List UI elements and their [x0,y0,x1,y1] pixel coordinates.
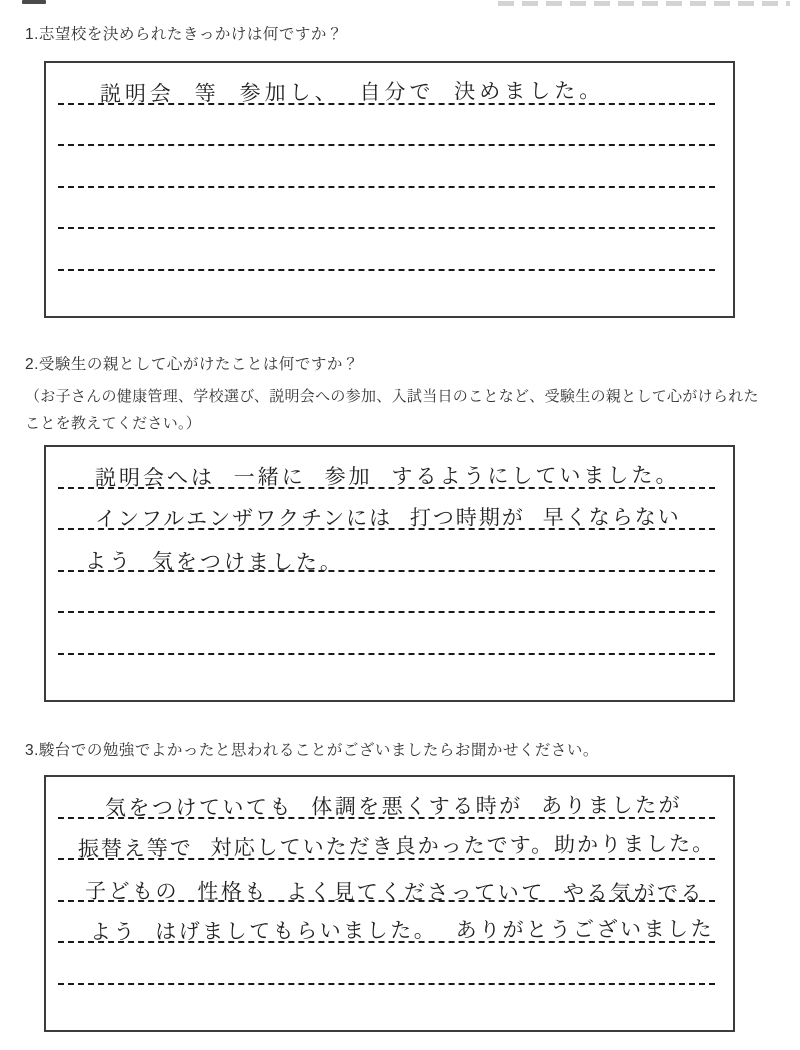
handwritten-answer-line: 子どもの 性格も よく見てくださっていて やる気がでる [85,879,705,905]
answer-ruled-line [58,489,715,531]
handwritten-answer-line: 説明会 等 参加し、 自分で 決めました。 [99,78,605,106]
answer-ruled-line [58,902,715,944]
answer-ruled-line [58,63,715,105]
question-2-section [25,352,775,702]
answer-ruled-line [58,447,715,489]
answer-ruled-line [58,613,715,655]
answer-ruled-line [58,146,715,188]
question-2-answer-box [44,445,735,702]
question-2-note: （お子さんの健康管理、学校選び、説明会への参加、入試当日のことなど、受験生の親として心がけられたことを教えてください。） [25,388,759,432]
handwritten-answer-line: 説明会へは 一緒に 参加 するようにしていました。 [94,463,680,490]
handwritten-answer-line: インフルエンザワクチンには 打つ時期が 早くならない [94,505,681,531]
answer-ruled-line [58,572,715,614]
handwritten-answer-line: 振替え等で 対応していただき良かったです。助かりました。 [77,832,716,862]
answer-ruled-line [58,530,715,572]
answer-ruled-line [58,229,715,271]
question-2-label: 2.受験生の親として心がけたことは何ですか？ [25,356,359,373]
question-3-label: 3.駿台での勉強でよかったと思われることがございましたらお聞かせください。 [25,742,599,759]
answer-ruled-line [58,819,715,861]
question-3-answer-box [44,775,735,1032]
answer-ruled-line [58,188,715,230]
scan-artifact-top-left [22,0,46,4]
box-footer-space [58,655,715,701]
answer-ruled-line [58,777,715,819]
handwritten-answer-line: 気をつけていても 体調を悪くする時が ありましたが [104,793,683,820]
handwritten-answer-line: よう はげましてもらいました。 ありがとうございました [89,917,715,944]
question-3-section [25,738,775,1032]
answer-ruled-line [58,860,715,905]
scan-artifact-top-right [498,1,790,6]
answer-ruled-line [58,105,715,147]
question-1-label: 1.志望校を決められたきっかけは何ですか？ [25,26,343,43]
answer-ruled-line [58,943,715,985]
question-1-answer-box [44,61,735,318]
question-1-section [25,22,775,318]
box-footer-space [58,271,715,317]
box-footer-space [58,985,715,1031]
handwritten-answer-line: よう 気をつけました。 [85,549,344,574]
